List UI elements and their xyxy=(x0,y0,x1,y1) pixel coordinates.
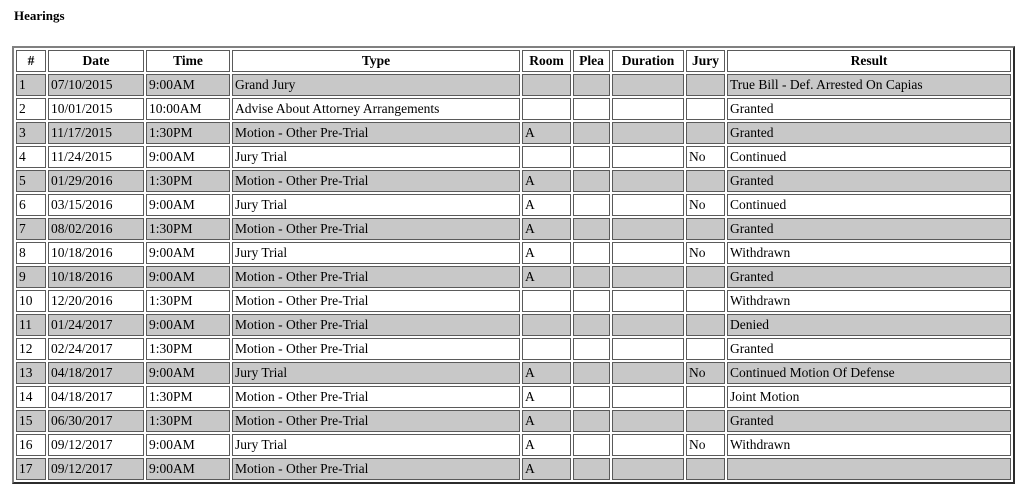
cell-jury xyxy=(686,338,725,360)
cell-room: A xyxy=(522,194,571,216)
cell-time: 1:30PM xyxy=(146,170,230,192)
cell-number: 6 xyxy=(16,194,46,216)
cell-plea xyxy=(573,98,610,120)
cell-plea xyxy=(573,194,610,216)
cell-duration xyxy=(612,242,684,264)
column-header-room: Room xyxy=(522,50,571,72)
cell-duration xyxy=(612,74,684,96)
cell-time: 9:00AM xyxy=(146,146,230,168)
table-row xyxy=(16,170,1011,192)
column-header-time: Time xyxy=(146,50,230,72)
cell-jury: No xyxy=(686,242,725,264)
cell-room: A xyxy=(522,218,571,240)
cell-type: Motion - Other Pre-Trial xyxy=(232,458,520,480)
hearings-table-body xyxy=(16,74,1011,480)
cell-date: 11/24/2015 xyxy=(48,146,144,168)
table-row xyxy=(16,242,1011,264)
cell-number: 5 xyxy=(16,170,46,192)
cell-result: Joint Motion xyxy=(727,386,1011,408)
cell-time: 1:30PM xyxy=(146,338,230,360)
cell-number: 3 xyxy=(16,122,46,144)
cell-type: Motion - Other Pre-Trial xyxy=(232,410,520,432)
column-header-result: Result xyxy=(727,50,1011,72)
cell-jury xyxy=(686,290,725,312)
cell-time: 1:30PM xyxy=(146,386,230,408)
cell-plea xyxy=(573,458,610,480)
table-row xyxy=(16,314,1011,336)
cell-jury xyxy=(686,74,725,96)
table-row xyxy=(16,338,1011,360)
column-header-date: Date xyxy=(48,50,144,72)
cell-duration xyxy=(612,266,684,288)
cell-jury: No xyxy=(686,362,725,384)
cell-number: 10 xyxy=(16,290,46,312)
table-row xyxy=(16,98,1011,120)
table-row xyxy=(16,266,1011,288)
cell-date: 07/10/2015 xyxy=(48,74,144,96)
cell-time: 9:00AM xyxy=(146,458,230,480)
cell-room xyxy=(522,98,571,120)
cell-room: A xyxy=(522,458,571,480)
cell-date: 08/02/2016 xyxy=(48,218,144,240)
cell-plea xyxy=(573,338,610,360)
column-header-duration: Duration xyxy=(612,50,684,72)
cell-time: 9:00AM xyxy=(146,242,230,264)
cell-number: 15 xyxy=(16,410,46,432)
cell-duration xyxy=(612,290,684,312)
cell-result: Withdrawn xyxy=(727,434,1011,456)
cell-type: Motion - Other Pre-Trial xyxy=(232,218,520,240)
cell-result: Granted xyxy=(727,338,1011,360)
cell-duration xyxy=(612,410,684,432)
cell-result: Granted xyxy=(727,170,1011,192)
cell-room: A xyxy=(522,386,571,408)
cell-room xyxy=(522,314,571,336)
cell-jury xyxy=(686,410,725,432)
page-title: Hearings xyxy=(14,8,65,23)
cell-duration xyxy=(612,362,684,384)
cell-type: Jury Trial xyxy=(232,362,520,384)
cell-type: Jury Trial xyxy=(232,434,520,456)
cell-jury xyxy=(686,314,725,336)
cell-room: A xyxy=(522,362,571,384)
cell-result: Withdrawn xyxy=(727,242,1011,264)
cell-number: 17 xyxy=(16,458,46,480)
cell-result: Granted xyxy=(727,410,1011,432)
cell-number: 7 xyxy=(16,218,46,240)
cell-room: A xyxy=(522,434,571,456)
cell-result: True Bill - Def. Arrested On Capias xyxy=(727,74,1011,96)
table-row xyxy=(16,362,1011,384)
cell-duration xyxy=(612,98,684,120)
cell-room xyxy=(522,290,571,312)
cell-duration xyxy=(612,146,684,168)
cell-time: 1:30PM xyxy=(146,218,230,240)
cell-jury: No xyxy=(686,194,725,216)
cell-type: Motion - Other Pre-Trial xyxy=(232,386,520,408)
cell-number: 9 xyxy=(16,266,46,288)
cell-date: 09/12/2017 xyxy=(48,458,144,480)
cell-result: Denied xyxy=(727,314,1011,336)
cell-result: Continued xyxy=(727,194,1011,216)
cell-jury xyxy=(686,218,725,240)
cell-plea xyxy=(573,410,610,432)
cell-result: Granted xyxy=(727,122,1011,144)
cell-plea xyxy=(573,266,610,288)
cell-duration xyxy=(612,314,684,336)
cell-plea xyxy=(573,218,610,240)
cell-jury xyxy=(686,386,725,408)
cell-number: 2 xyxy=(16,98,46,120)
cell-jury: No xyxy=(686,434,725,456)
column-header-number: # xyxy=(16,50,46,72)
cell-plea xyxy=(573,242,610,264)
cell-jury xyxy=(686,266,725,288)
cell-duration xyxy=(612,218,684,240)
cell-room: A xyxy=(522,122,571,144)
hearings-table xyxy=(12,46,1015,484)
cell-time: 9:00AM xyxy=(146,74,230,96)
cell-jury xyxy=(686,122,725,144)
cell-jury xyxy=(686,98,725,120)
table-row xyxy=(16,410,1011,432)
cell-time: 9:00AM xyxy=(146,266,230,288)
table-row xyxy=(16,74,1011,96)
cell-type: Jury Trial xyxy=(232,146,520,168)
cell-date: 04/18/2017 xyxy=(48,386,144,408)
cell-plea xyxy=(573,362,610,384)
cell-time: 1:30PM xyxy=(146,410,230,432)
table-row xyxy=(16,146,1011,168)
cell-type: Grand Jury xyxy=(232,74,520,96)
cell-jury: No xyxy=(686,146,725,168)
cell-result: Withdrawn xyxy=(727,290,1011,312)
cell-duration xyxy=(612,122,684,144)
cell-type: Motion - Other Pre-Trial xyxy=(232,290,520,312)
cell-plea xyxy=(573,122,610,144)
cell-type: Jury Trial xyxy=(232,194,520,216)
cell-room xyxy=(522,338,571,360)
cell-plea xyxy=(573,290,610,312)
cell-duration xyxy=(612,434,684,456)
cell-type: Motion - Other Pre-Trial xyxy=(232,122,520,144)
cell-date: 11/17/2015 xyxy=(48,122,144,144)
cell-number: 14 xyxy=(16,386,46,408)
cell-time: 9:00AM xyxy=(146,314,230,336)
cell-number: 12 xyxy=(16,338,46,360)
cell-number: 11 xyxy=(16,314,46,336)
cell-plea xyxy=(573,146,610,168)
cell-duration xyxy=(612,386,684,408)
cell-number: 13 xyxy=(16,362,46,384)
cell-room: A xyxy=(522,410,571,432)
cell-type: Motion - Other Pre-Trial xyxy=(232,314,520,336)
table-row xyxy=(16,386,1011,408)
column-header-plea: Plea xyxy=(573,50,610,72)
cell-result: Granted xyxy=(727,266,1011,288)
cell-plea xyxy=(573,434,610,456)
table-row xyxy=(16,458,1011,480)
cell-date: 03/15/2016 xyxy=(48,194,144,216)
table-row xyxy=(16,434,1011,456)
cell-plea xyxy=(573,74,610,96)
cell-type: Motion - Other Pre-Trial xyxy=(232,170,520,192)
cell-time: 9:00AM xyxy=(146,362,230,384)
cell-date: 01/24/2017 xyxy=(48,314,144,336)
cell-plea xyxy=(573,386,610,408)
cell-result: Granted xyxy=(727,218,1011,240)
cell-date: 10/18/2016 xyxy=(48,266,144,288)
cell-room xyxy=(522,74,571,96)
cell-number: 16 xyxy=(16,434,46,456)
cell-jury xyxy=(686,458,725,480)
table-header-row xyxy=(16,50,1011,72)
column-header-jury: Jury xyxy=(686,50,725,72)
cell-duration xyxy=(612,458,684,480)
column-header-type: Type xyxy=(232,50,520,72)
cell-date: 06/30/2017 xyxy=(48,410,144,432)
cell-number: 8 xyxy=(16,242,46,264)
cell-plea xyxy=(573,170,610,192)
cell-room: A xyxy=(522,242,571,264)
cell-date: 10/18/2016 xyxy=(48,242,144,264)
cell-time: 9:00AM xyxy=(146,194,230,216)
table-row xyxy=(16,218,1011,240)
cell-room: A xyxy=(522,266,571,288)
cell-result xyxy=(727,458,1011,480)
table-row xyxy=(16,290,1011,312)
cell-time: 10:00AM xyxy=(146,98,230,120)
cell-date: 01/29/2016 xyxy=(48,170,144,192)
cell-duration xyxy=(612,170,684,192)
cell-type: Motion - Other Pre-Trial xyxy=(232,266,520,288)
cell-duration xyxy=(612,338,684,360)
cell-result: Granted xyxy=(727,98,1011,120)
cell-result: Continued Motion Of Defense xyxy=(727,362,1011,384)
cell-date: 02/24/2017 xyxy=(48,338,144,360)
cell-time: 9:00AM xyxy=(146,434,230,456)
cell-date: 09/12/2017 xyxy=(48,434,144,456)
cell-time: 1:30PM xyxy=(146,122,230,144)
cell-number: 1 xyxy=(16,74,46,96)
cell-date: 04/18/2017 xyxy=(48,362,144,384)
table-row xyxy=(16,122,1011,144)
table-row xyxy=(16,194,1011,216)
cell-result: Continued xyxy=(727,146,1011,168)
cell-type: Motion - Other Pre-Trial xyxy=(232,338,520,360)
cell-room: A xyxy=(522,170,571,192)
cell-number: 4 xyxy=(16,146,46,168)
cell-type: Advise About Attorney Arrangements xyxy=(232,98,520,120)
cell-duration xyxy=(612,194,684,216)
cell-room xyxy=(522,146,571,168)
cell-plea xyxy=(573,314,610,336)
cell-time: 1:30PM xyxy=(146,290,230,312)
cell-jury xyxy=(686,170,725,192)
cell-date: 10/01/2015 xyxy=(48,98,144,120)
cell-type: Jury Trial xyxy=(232,242,520,264)
cell-date: 12/20/2016 xyxy=(48,290,144,312)
